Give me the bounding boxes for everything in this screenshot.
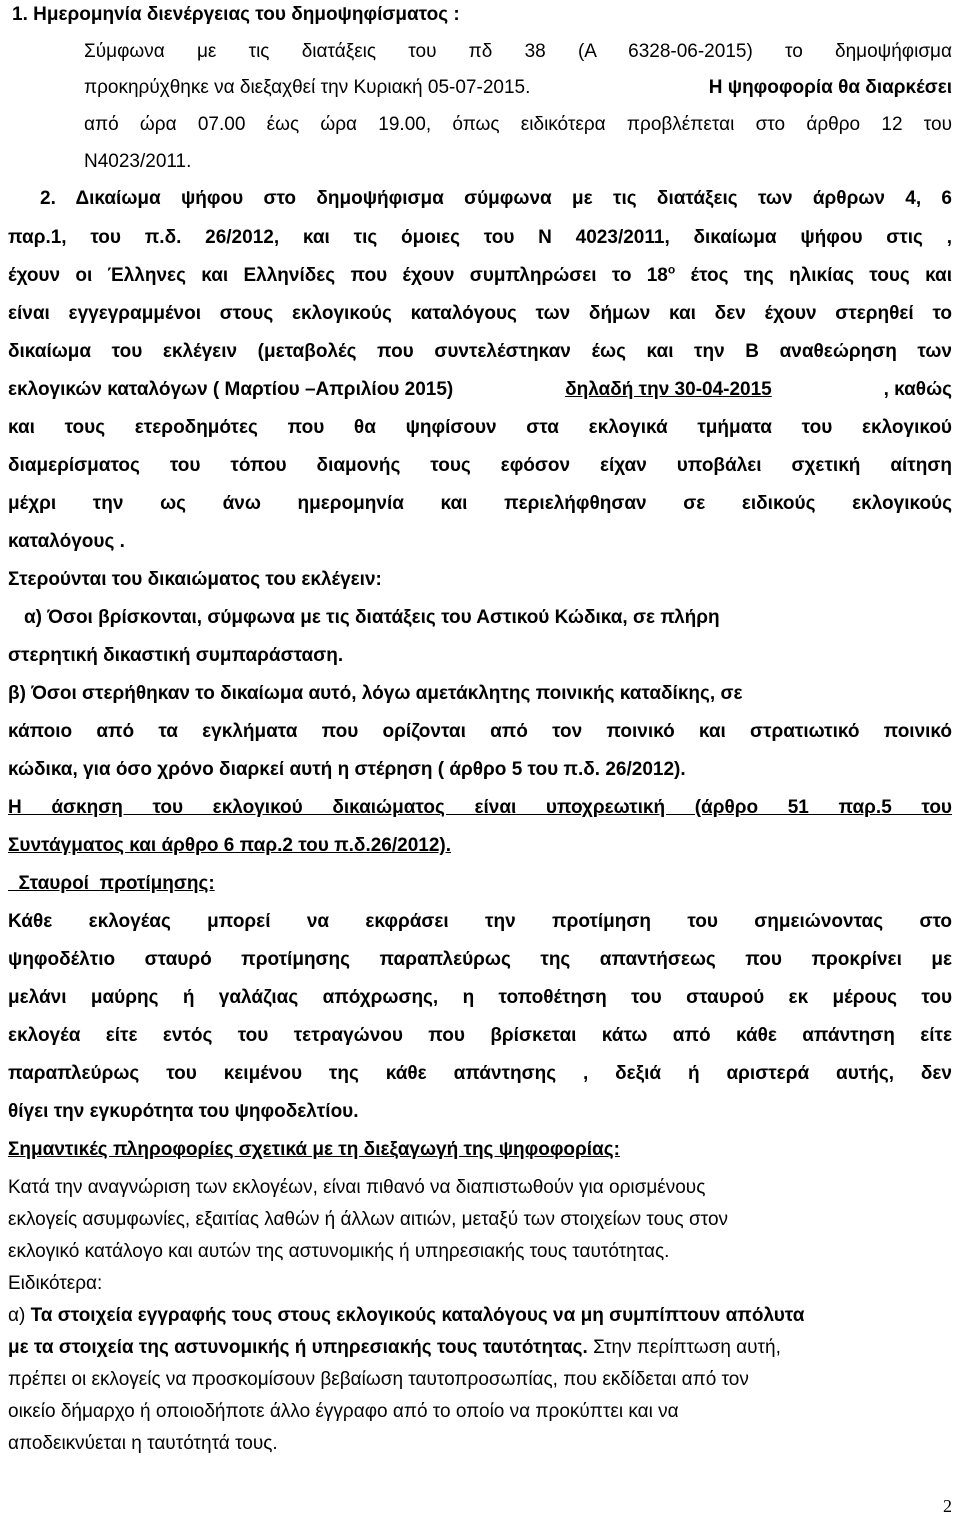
deprived-b-line-2: κάποιο από τα εγκλήματα που ορίζονται από τον ποινικό και στρατιωτικό ποινικό	[8, 721, 952, 742]
section-2-line-3: είναι εγγεγραμμένοι στους εκλογικούς καταλόγους των δήμων και δεν έχουν στερηθεί το	[8, 303, 952, 324]
deprived-b-line-3: κώδικα, για όσο χρόνο διαρκεί αυτή η στέρηση ( άρθρο 5 του π.δ. 26/2012).	[8, 759, 686, 780]
important-para-line-2: εκλογείς ασυμφωνίες, εξαιτίας λαθών ή άλλων αιτιών, μεταξύ των στοιχείων τους στον	[8, 1209, 729, 1230]
important-a-line-1	[8, 1306, 804, 1325]
important-a-line-3: πρέπει οι εκλογείς να προσκομίσουν βεβαίωση ταυτοπροσωπίας, που εκδίδεται από τον	[8, 1369, 749, 1390]
section-2-line-5-end: , καθώς	[883, 379, 952, 400]
important-a-bold-1: Τα στοιχεία εγγραφής τους στους εκλογικούς καταλόγους να μη συμπίπτουν απόλυτα	[30, 1305, 805, 1326]
important-heading: Σημαντικές πληροφορίες σχετικά με τη διεξαγωγή της ψηφοφορίας:	[8, 1139, 620, 1160]
section-2-line-4: δικαίωμα του εκλέγειν (μεταβολές που συντελέστηκαν έως και την Β αναθεώρηση των	[8, 341, 952, 362]
section-2-line-5-start: εκλογικών καταλόγων ( Μαρτίου –Απριλίου 2015)	[8, 379, 454, 400]
deprived-heading: Στερούνται του δικαιώματος του εκλέγειν:	[8, 569, 382, 590]
mandatory-line-2: Συντάγματος και άρθρο 6 παρ.2 του π.δ.26/2012).	[8, 835, 452, 856]
important-para-line-3: εκλογικό κατάλογο και αυτών της αστυνομικής ή υπηρεσιακής τους ταυτότητας.	[8, 1241, 670, 1262]
section-2-line-2	[8, 262, 952, 286]
section-2-line-1: παρ.1, του π.δ. 26/2012, και τις όμοιες του Ν 4023/2011, δικαίωμα ψήφου στις ,	[8, 227, 952, 248]
ordinal-superscript: ο	[667, 262, 676, 277]
important-para-line-4: Ειδικότερα:	[8, 1273, 103, 1294]
deprived-b-line-1: β) Όσοι στερήθηκαν το δικαίωμα αυτό, λόγω αμετάκλητης ποινικής καταδίκης, σε	[8, 683, 743, 704]
deprived-a-line-2: στερητική δικαστική συμπαράσταση.	[8, 645, 344, 666]
section-1-line-2	[84, 78, 952, 97]
section-1-line-2-start: προκηρύχθηκε να διεξαχθεί την Κυριακή 05-07-2015.	[84, 77, 531, 98]
section-1-line-4: Ν4023/2011.	[84, 151, 192, 172]
section-2-line-6: και τους ετεροδημότες που θα ψηφίσουν στα εκλογικά τμήματα του εκλογικού	[8, 417, 952, 438]
mandatory-line-1: Η άσκηση του εκλογικού δικαιώματος είναι υποχρεωτική (άρθρο 51 παρ.5 του	[8, 797, 952, 818]
section-2-line-5	[8, 380, 952, 399]
deprived-a-line-1: α) Όσοι βρίσκονται, σύμφωνα με τις διατάξεις του Αστικού Κώδικα, σε πλήρη	[24, 607, 720, 628]
important-a-prefix: α)	[8, 1305, 31, 1326]
section-1-line-1: Σύμφωνα με τις διατάξεις του πδ 38 (Α 6328-06-2015) το δημοψήφισμα	[84, 41, 952, 62]
crosses-line-6: θίγει την εγκυρότητα του ψηφοδελτίου.	[8, 1101, 359, 1122]
crosses-line-5: παραπλεύρως του κειμένου της κάθε απάντησης , δεξιά ή αριστερά αυτής, δεν	[8, 1063, 952, 1084]
important-a-line-4: οικείο δήμαρχο ή οποιοδήποτε άλλο έγγραφο από το οποίο να προκύπτει και να	[8, 1401, 679, 1422]
section-2-line-9: καταλόγους .	[8, 531, 125, 552]
crosses-line-2: ψηφοδέλτιο σταυρό προτίμησης παραπλεύρως της απαντήσεως που προκρίνει με	[8, 949, 952, 970]
section-2-line-7: διαμερίσματος του τόπου διαμονής τους εφόσον είχαν υποβάλει σχετική αίτηση	[8, 455, 952, 476]
important-a-line-5: αποδεικνύεται η ταυτότητά τους.	[8, 1433, 278, 1454]
important-a-rest-2: Στην περίπτωση αυτή,	[587, 1337, 781, 1358]
crosses-line-4: εκλογέα είτε εντός του τετραγώνου που βρίσκεται κάτω από κάθε απάντηση είτε	[8, 1025, 952, 1046]
crosses-heading: Σταυροί προτίμησης:	[8, 873, 215, 894]
section-1-heading: 1. Ημερομηνία διενέργειας του δημοψηφίσματος :	[12, 4, 460, 25]
important-para-line-1: Κατά την αναγνώριση των εκλογέων, είναι πιθανό να διαπιστωθούν για ορισμένους	[8, 1177, 706, 1198]
important-a-bold-2: με τα στοιχεία της αστυνομικής ή υπηρεσιακής τους ταυτότητας.	[8, 1337, 588, 1358]
section-2-cutoff-date: δηλαδή την 30-04-2015	[565, 379, 772, 400]
section-1-line-2-end: Η ψηφοφορία θα διαρκέσει	[708, 77, 952, 98]
crosses-line-1: Κάθε εκλογέας μπορεί να εκφράσει την προτίμηση του σημειώνοντας στο	[8, 911, 952, 932]
section-2-line-2-start: έχουν οι Έλληνες και Ελληνίδες που έχουν συμπληρώσει το 18	[8, 265, 668, 286]
crosses-line-3: μελάνι μαύρης ή γαλάζιας απόχρωσης, η τοποθέτηση του σταυρού εκ μέρους του	[8, 987, 952, 1008]
section-1-line-3: από ώρα 07.00 έως ώρα 19.00, όπως ειδικότερα προβλέπεται στο άρθρο 12 του	[84, 114, 952, 135]
page-number: 2	[943, 1496, 952, 1516]
section-2-heading: 2. Δικαίωμα ψήφου στο δημοψήφισμα σύμφωνα με τις διατάξεις των άρθρων 4, 6	[40, 188, 952, 209]
section-2-line-8: μέχρι την ως άνω ημερομηνία και περιελήφθησαν σε ειδικούς εκλογικούς	[8, 493, 952, 514]
important-a-line-2	[8, 1338, 781, 1357]
section-2-line-2-end: έτος της ηλικίας τους και	[675, 265, 952, 286]
